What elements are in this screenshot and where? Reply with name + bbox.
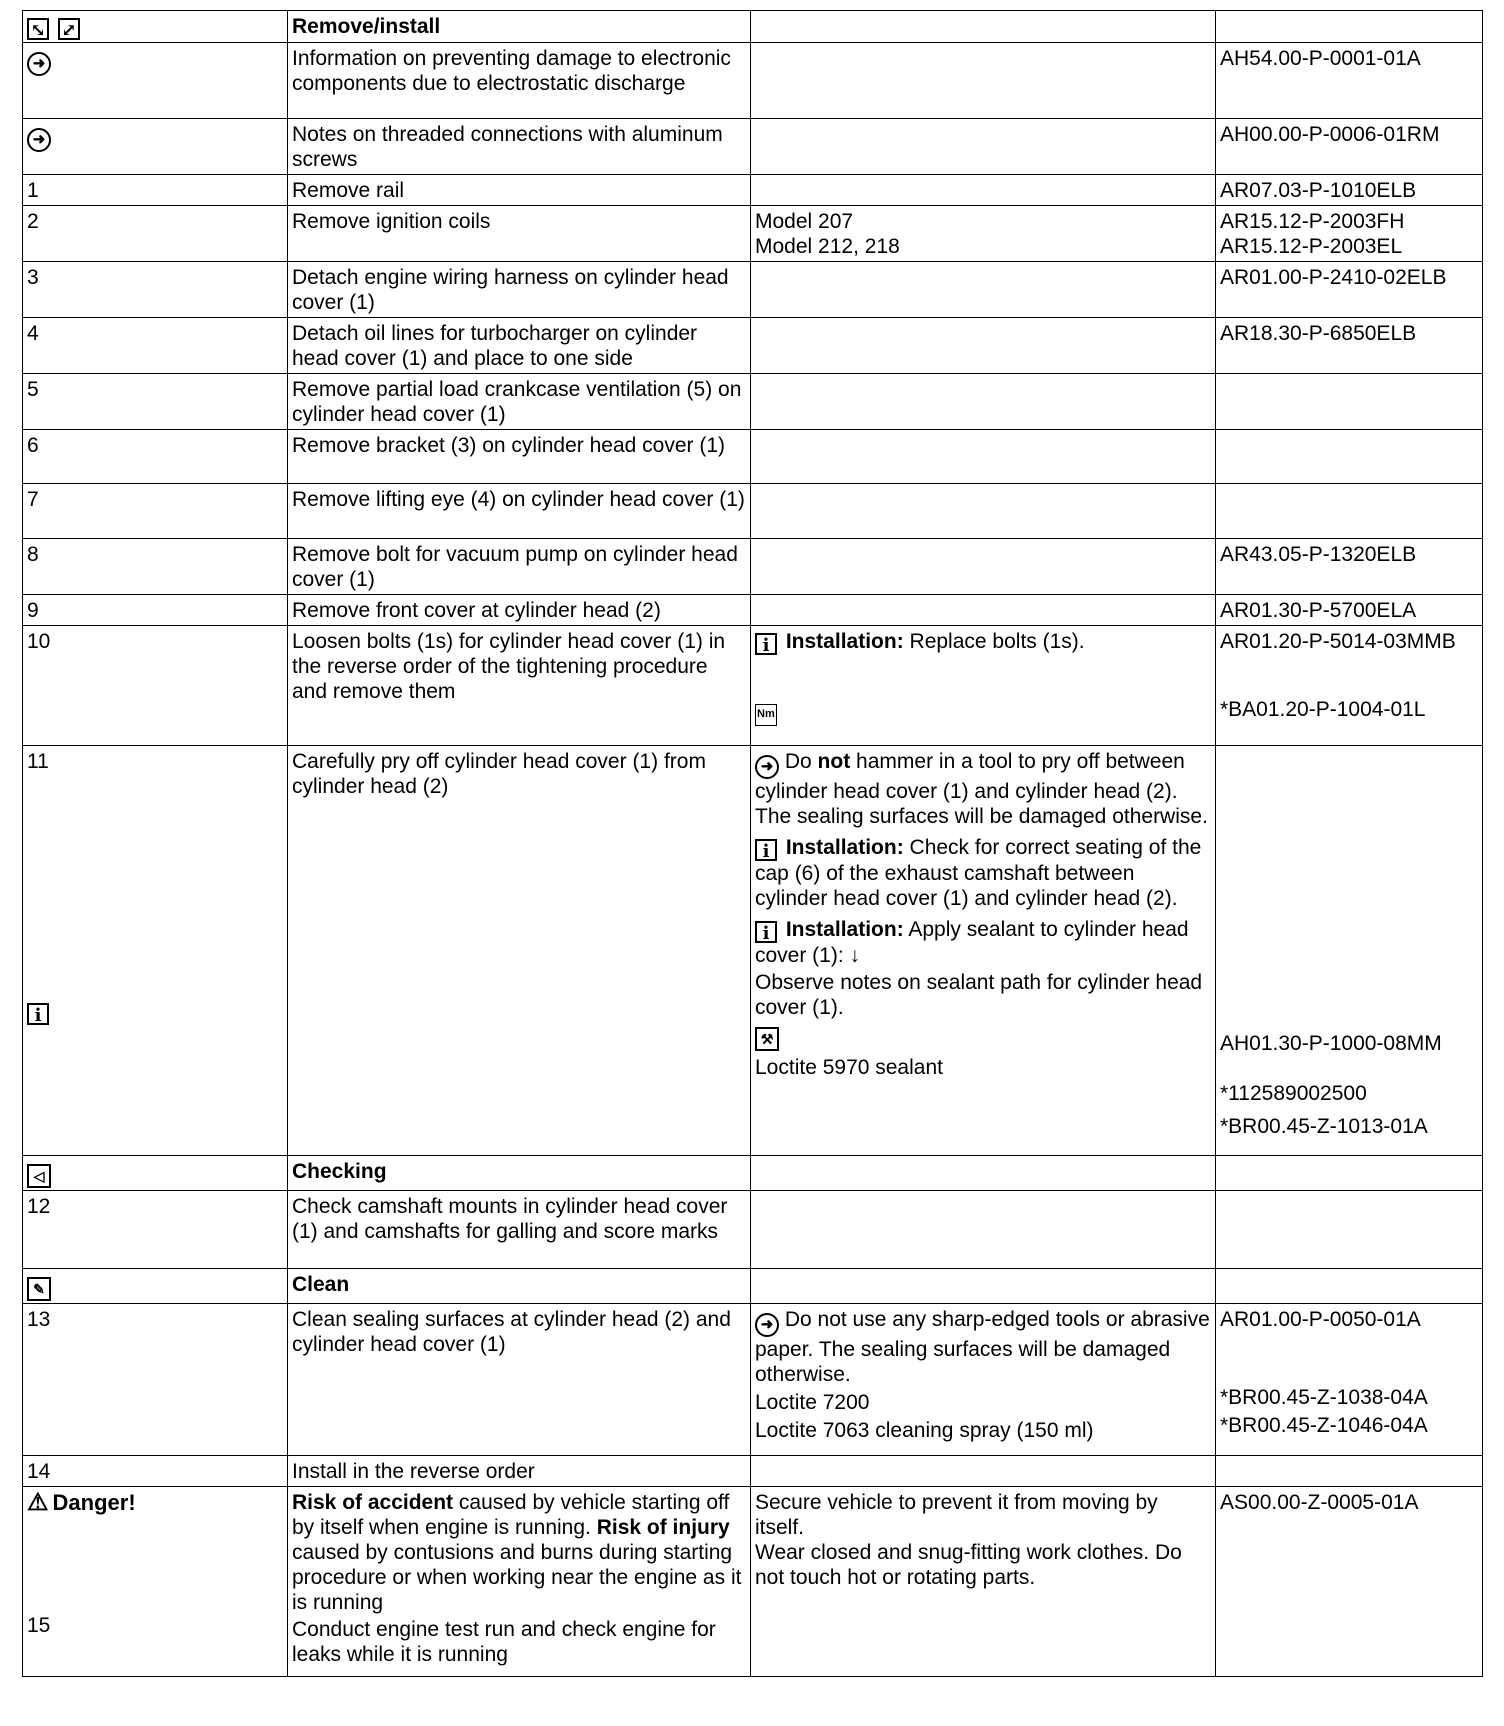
danger-row — [23, 1487, 1483, 1677]
step-text: Install in the reverse order — [288, 1456, 751, 1487]
step-text: Notes on threaded connections with aluminum screws — [288, 119, 751, 175]
reference-link[interactable]: AH54.00-P-0001-01A — [1216, 43, 1483, 119]
step-text: Conduct engine test run and check engine for leaks while it is running — [292, 1618, 716, 1666]
step-text: Clean sealing surfaces at cylinder head (2) and cylinder head cover (1) — [288, 1304, 751, 1456]
procedure-table — [22, 10, 1483, 1677]
step-text: Remove bracket (3) on cylinder head cover (1) — [288, 430, 751, 484]
sealant-label: Loctite 5970 sealant — [755, 1056, 943, 1079]
step-number: 13 — [23, 1304, 288, 1456]
info-icon: i — [755, 633, 777, 655]
installation-note: i Installation: Check for correct seating of the cap (6) of the exhaust camshaft between cylinder head cover (1) and cylinder head (2). — [755, 836, 1202, 910]
info-icon: i — [755, 839, 777, 861]
step-number: 10 — [23, 626, 288, 746]
step-number: 2 — [23, 206, 288, 262]
step-text: Detach oil lines for turbocharger on cylinder head cover (1) and place to one side — [288, 318, 751, 374]
reference-link[interactable]: AR01.30-P-5700ELA — [1216, 595, 1483, 626]
step-number: 7 — [23, 484, 288, 539]
step-number: 8 — [23, 539, 288, 595]
reference-link[interactable]: AR01.00-P-0050-01A — [1220, 1308, 1421, 1331]
table-row — [23, 746, 1483, 1156]
tool-reference-link[interactable]: *112589002500 — [1220, 1082, 1367, 1105]
torque-reference-link[interactable]: *BA01.20-P-1004-01L — [1220, 698, 1426, 721]
installation-label: Installation: — [785, 630, 904, 653]
table-row — [23, 318, 1483, 374]
reference-link[interactable]: AH00.00-P-0006-01RM — [1216, 119, 1483, 175]
table-row — [23, 626, 1483, 746]
section-title: Clean — [288, 1269, 751, 1304]
table-row — [23, 1456, 1483, 1487]
material-label: Loctite 7063 cleaning spray (150 ml) — [755, 1419, 1094, 1442]
section-header-row — [23, 1156, 1483, 1191]
step-number: 14 — [23, 1456, 288, 1487]
step-number: 4 — [23, 318, 288, 374]
note-icon: ➜ — [27, 52, 51, 76]
torque-icon: Nm — [755, 704, 777, 726]
caution-note: ➜ Do not use any sharp-edged tools or abrasive paper. The sealing surfaces will be damaged otherwise. — [755, 1308, 1210, 1386]
step-text: Detach engine wiring harness on cylinder head cover (1) — [288, 262, 751, 318]
table-row — [23, 119, 1483, 175]
step-text: Carefully pry off cylinder head cover (1) from cylinder head (2) — [288, 746, 751, 1156]
table-row — [23, 1304, 1483, 1456]
reference-link[interactable]: AR15.12-P-2003FH — [1220, 210, 1405, 233]
reference-link[interactable]: AR01.20-P-5014-03MMB — [1220, 630, 1456, 653]
reference-link[interactable]: AR01.00-P-2410-02ELB — [1216, 262, 1483, 318]
clean-icon: ✎ — [27, 1277, 51, 1301]
expand-icon: ⤡ — [27, 18, 49, 40]
step-text: Remove front cover at cylinder head (2) — [288, 595, 751, 626]
section-title: Remove/install — [288, 11, 751, 43]
step-text: Loosen bolts (1s) for cylinder head cover (1) in the reverse order of the tightening procedure and remove them — [288, 626, 751, 746]
danger-label: Danger! — [52, 1490, 136, 1515]
info-icon: i — [755, 921, 777, 943]
step-text: Information on preventing damage to electronic components due to electrostatic discharge — [288, 43, 751, 119]
safety-measure: Wear closed and snug-fitting work clothes. Do not touch hot or rotating parts. — [755, 1541, 1182, 1589]
table-row — [23, 374, 1483, 430]
section-header-row — [23, 1269, 1483, 1304]
reference-link[interactable]: AR15.12-P-2003EL — [1220, 235, 1403, 258]
installation-note — [755, 629, 1211, 655]
danger-description: Risk of accident caused by vehicle starting off by itself when engine is running. Risk of injury caused by contusions and burns during starting procedure or when working near the engine as it is running — [292, 1491, 742, 1614]
table-row — [23, 595, 1483, 626]
step-number: 1 — [23, 175, 288, 206]
material-reference-link[interactable]: *BR00.45-Z-1038-04A — [1220, 1386, 1428, 1409]
table-row — [23, 430, 1483, 484]
info-icon: i — [27, 1003, 49, 1025]
section-header-row — [23, 11, 1483, 43]
step-number: 11 — [27, 750, 49, 773]
table-row — [23, 206, 1483, 262]
table-row — [23, 262, 1483, 318]
warning-icon: ⚠ — [27, 1489, 49, 1516]
note-icon: ➜ — [27, 128, 51, 152]
reference-link[interactable]: AR43.05-P-1320ELB — [1216, 539, 1483, 595]
check-icon: ◁ — [27, 1164, 51, 1188]
step-number: 5 — [23, 374, 288, 430]
step-number: 3 — [23, 262, 288, 318]
table-row — [23, 484, 1483, 539]
model-label: Model 207 — [755, 210, 854, 233]
model-label: Model 212, 218 — [755, 235, 900, 258]
section-title: Checking — [288, 1156, 751, 1191]
step-number: 6 — [23, 430, 288, 484]
table-row — [23, 175, 1483, 206]
step-text: Check camshaft mounts in cylinder head cover (1) and camshafts for galling and score marks — [288, 1191, 751, 1269]
sealant-reference-link[interactable]: *BR00.45-Z-1013-01A — [1220, 1115, 1428, 1138]
special-tool-icon: ⚒ — [755, 1027, 779, 1051]
observe-note: Observe notes on sealant path for cylinder head cover (1). — [755, 971, 1203, 1019]
reference-link[interactable]: AS00.00-Z-0005-01A — [1216, 1487, 1483, 1677]
safety-measure: Secure vehicle to prevent it from moving by itself. — [755, 1491, 1158, 1539]
material-reference-link[interactable]: *BR00.45-Z-1046-04A — [1220, 1414, 1428, 1437]
step-number: 9 — [23, 595, 288, 626]
installation-note: i Installation: Apply sealant to cylinder head cover (1): ↓ — [755, 918, 1189, 967]
table-row — [23, 43, 1483, 119]
note-icon: ➜ — [755, 1313, 779, 1337]
step-text: Remove rail — [288, 175, 751, 206]
step-text: Remove lifting eye (4) on cylinder head cover (1) — [288, 484, 751, 539]
collapse-icon: ⤢ — [58, 18, 80, 40]
reference-link[interactable]: AR18.30-P-6850ELB — [1216, 318, 1483, 374]
step-text: Remove bolt for vacuum pump on cylinder head cover (1) — [288, 539, 751, 595]
step-number: 12 — [23, 1191, 288, 1269]
reference-link[interactable]: AR07.03-P-1010ELB — [1216, 175, 1483, 206]
installation-text: Replace bolts (1s). — [909, 630, 1085, 653]
table-row — [23, 539, 1483, 595]
step-number: 15 — [27, 1614, 51, 1637]
reference-link[interactable]: AH01.30-P-1000-08MM — [1220, 1032, 1442, 1055]
material-label: Loctite 7200 — [755, 1391, 870, 1414]
danger-label-group — [27, 1490, 283, 1515]
note-icon: ➜ — [755, 755, 779, 779]
step-text: Remove partial load crankcase ventilation (5) on cylinder head cover (1) — [288, 374, 751, 430]
step-text: Remove ignition coils — [288, 206, 751, 262]
caution-note: ➜ Do not hammer in a tool to pry off between cylinder head cover (1) and cylinder head (2). The sealing surfaces will be damaged otherwise. — [755, 750, 1208, 828]
table-row — [23, 1191, 1483, 1269]
